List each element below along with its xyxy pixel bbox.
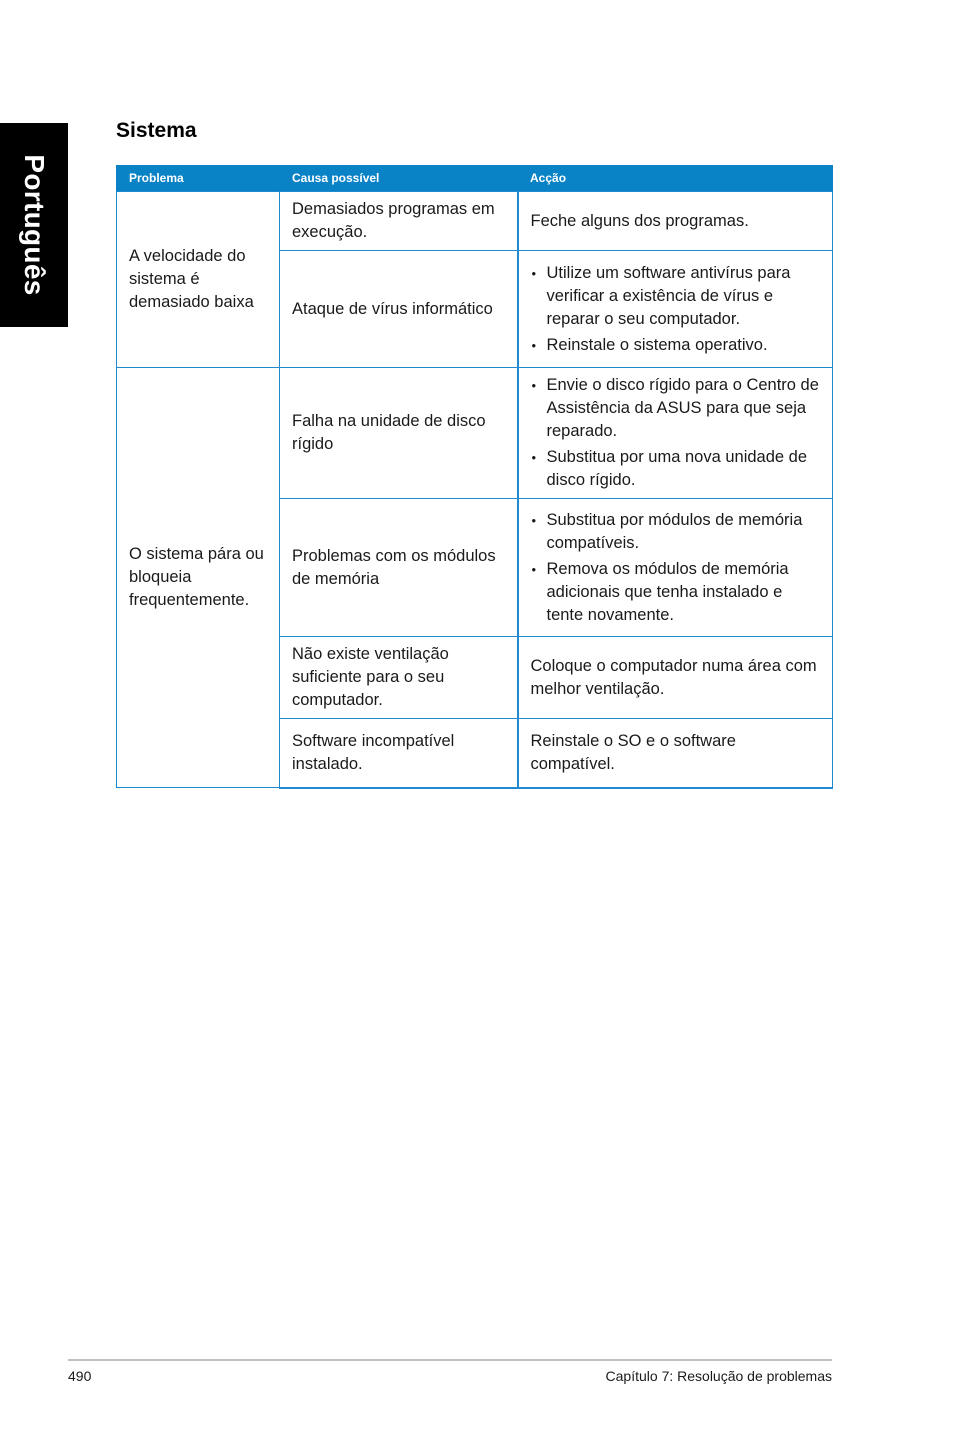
cause-cell: Software incompatível instalado. bbox=[280, 719, 518, 788]
cause-cell: Demasiados programas em execução. bbox=[280, 192, 518, 251]
action-list bbox=[531, 374, 823, 492]
language-side-tab bbox=[0, 123, 68, 327]
header-problem: Problema bbox=[117, 165, 280, 192]
action-cell bbox=[518, 368, 833, 499]
problem-cell: A velocidade do sistema é demasiado baixa bbox=[117, 192, 280, 368]
action-list-item: • Envie o disco rígido para o Centro de Assistência da ASUS para que seja reparado. bbox=[531, 374, 823, 443]
action-cell: Feche alguns dos programas. bbox=[518, 192, 833, 251]
action-list-item: • Substitua por uma nova unidade de disco rígido. bbox=[531, 446, 823, 492]
action-cell: Reinstale o SO e o software compatível. bbox=[518, 719, 833, 788]
troubleshooting-table bbox=[116, 165, 833, 789]
cause-cell: Não existe ventilação suficiente para o seu computador. bbox=[280, 637, 518, 719]
language-label: Português bbox=[19, 154, 50, 296]
page-number: 490 bbox=[68, 1368, 92, 1384]
action-list bbox=[531, 509, 823, 627]
action-list-item: • Remova os módulos de memória adicionais que tenha instalado e tente novamente. bbox=[531, 558, 823, 627]
table-row bbox=[117, 192, 833, 251]
cause-cell: Falha na unidade de disco rígido bbox=[280, 368, 518, 499]
footer-divider bbox=[68, 1359, 832, 1361]
action-cell: Coloque o computador numa área com melhor ventilação. bbox=[518, 637, 833, 719]
section-title: Sistema bbox=[116, 119, 197, 142]
action-cell bbox=[518, 499, 833, 637]
cause-cell: Ataque de vírus informático bbox=[280, 251, 518, 368]
table-row bbox=[117, 368, 833, 499]
header-cause: Causa possível bbox=[280, 165, 518, 192]
problem-cell: O sistema pára ou bloqueia frequentemente. bbox=[117, 368, 280, 788]
action-list bbox=[531, 262, 823, 357]
chapter-title: Capítulo 7: Resolução de problemas bbox=[605, 1368, 832, 1384]
action-list-item: • Substitua por módulos de memória compatíveis. bbox=[531, 509, 823, 555]
cause-cell: Problemas com os módulos de memória bbox=[280, 499, 518, 637]
action-list-item: • Utilize um software antivírus para verificar a existência de vírus e reparar o seu computador. bbox=[531, 262, 823, 331]
action-list-item: • Reinstale o sistema operativo. bbox=[531, 334, 823, 357]
header-action: Acção bbox=[518, 165, 833, 192]
action-cell bbox=[518, 251, 833, 368]
table-header-row bbox=[117, 165, 833, 192]
